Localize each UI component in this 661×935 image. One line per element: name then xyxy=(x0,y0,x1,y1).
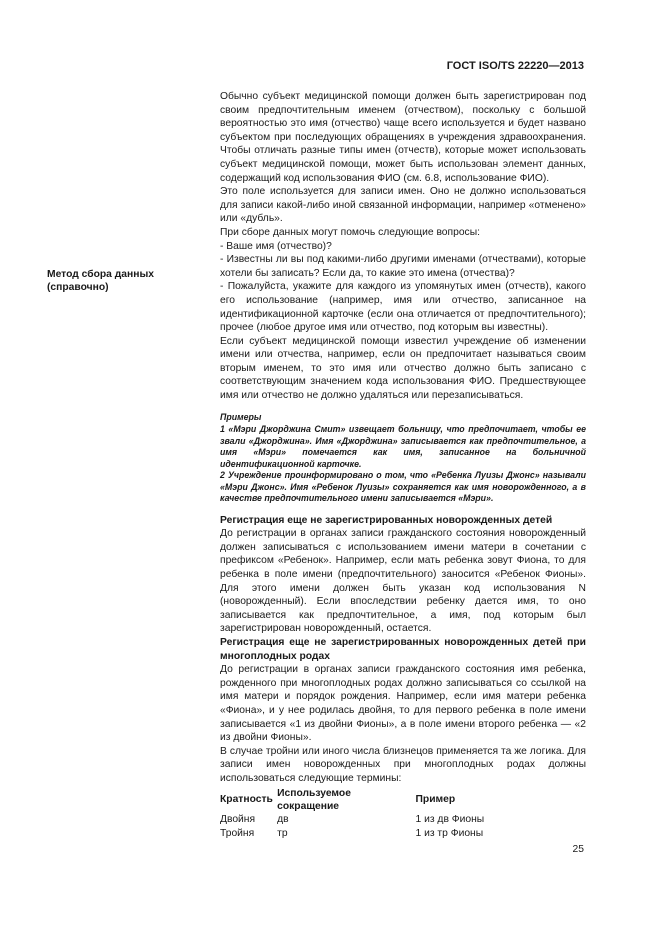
field-label xyxy=(47,268,207,294)
table-header-row xyxy=(220,787,586,814)
table-row xyxy=(220,813,586,826)
intro-paragraph: Если субъект медицинской помощи известил учреждение об изменении имени или отчества, например, если он предпочитает называться своим вторым именем, то это имя или отчество должно быть записано с соответствующим значением кода использования ФИО. Предшествующее имя или отчество не должно удаляться или перезаписываться. xyxy=(220,335,586,402)
example-item: 1 «Мэри Джорджина Смит» извещает больницу, что предпочитает, чтобы ее звали «Джорджина». Имя «Джорджина» записывается как предпочтительное, а имя «Мэри» помечается как имя, записанное на больничной идентификационной карточке. xyxy=(220,424,586,469)
intro-paragraph: Обычно субъект медицинской помощи должен быть зарегистрирован под своим предпочтительным именем (отчеством), поскольку с большой вероятностью это имя (отчество) чаще всего используется и будет названо субъектом при последующих обращениях в учреждения здравоохранения. Чтобы отличать разные типы имен (отчеств), которые может использовать субъект медицинской помощи, может быть использован элемент данных, содержащий код использования ФИО (см. 6.8, использование ФИО). xyxy=(220,91,586,184)
table-cell: 1 из дв Фионы xyxy=(415,814,485,826)
questions-intro: При сборе данных могут помочь следующие вопросы: xyxy=(220,226,480,238)
table-cell: 1 из тр Фионы xyxy=(415,827,484,839)
section-title: Регистрация еще не зарегистрированных новорожденных детей при многоплодных родах xyxy=(220,637,586,662)
multiplicity-table xyxy=(220,787,586,841)
table-row xyxy=(220,827,586,840)
document-header: ГОСТ ISO/TS 22220—2013 xyxy=(446,60,584,72)
section-text: До регистрации в органах записи гражданского состояния новорожденный должен записываться с использованием имени матери в сочетании с префиксом «Ребенок». Например, если мать ребенка зовут Фиона, то для ребенка в поле имени (предпочтительного) заносится «Ребенок Фионы». Для этого имени должен быть указан код использования N (новорожденный). Если впоследствии ребенку дается имя, то оно записывается как предпочтительное, а имя, под которым был зарегистрирован новорожденный, остается. xyxy=(220,528,586,635)
examples-heading: Примеры xyxy=(220,411,262,422)
question-item: - Пожалуйста, укажите для каждого из упомянутых имен (отчеств), какого его использование (например, имя или отчество, записанное на идентификационной карточке (если она отличается от предпочтительного); прочее (любое другое имя или отчество, под которым вы известны). xyxy=(220,281,586,334)
question-item: - Известны ли вы под какими-либо другими именами (отчествами), которые хотели бы записать? Если да, то какие это имена (отчества)? xyxy=(220,254,586,279)
table-header-cell: Кратность xyxy=(220,794,273,806)
intro-paragraph: Это поле используется для записи имен. Оно не должно использоваться для записи какой-либо иной связанной информации, например «отменено» или «дубль». xyxy=(220,186,586,225)
table-cell: дв xyxy=(277,814,289,826)
field-label-title: Метод сбора данных xyxy=(47,269,154,280)
section-text: До регистрации в органах записи гражданского состояния имя ребенка, рожденного при многоплодных родах должно записываться со ссылкой на имя матери и порядок рождения. Например, если имя матери ребенка «Фиона», и у нее родилась двойня, то для первого ребенка в поле имени записывается «1 из двойни Фионы», а в поле имени второго ребенка — «2 из двойни Фионы». xyxy=(220,664,586,744)
table-header-cell: Используемое сокращение xyxy=(277,787,351,812)
table-cell: Тройня xyxy=(220,827,255,839)
table-header-cell: Пример xyxy=(415,794,456,806)
field-label-note: (справочно) xyxy=(47,282,109,293)
examples-block xyxy=(220,412,586,505)
section-title: Регистрация еще не зарегистрированных новорожденных детей xyxy=(220,514,553,526)
table-cell: тр xyxy=(277,827,288,839)
main-content xyxy=(220,90,586,840)
table-cell: Двойня xyxy=(220,814,256,826)
section-text: В случае тройни или иного числа близнецов применяется та же логика. Для записи имен новорожденных при многоплодных родах должны использоваться следующие термины: xyxy=(220,745,586,784)
page-number: 25 xyxy=(572,844,584,855)
example-item: 2 Учреждение проинформировано о том, что «Ребенка Луизы Джонс» называли «Мэри Джонс». Имя «Ребенок Луизы» сохраняется как имя новорожденного, а в качестве предпочтительного имени записывается «Мэри». xyxy=(220,470,586,504)
question-item: - Ваше имя (отчество)? xyxy=(220,240,332,252)
